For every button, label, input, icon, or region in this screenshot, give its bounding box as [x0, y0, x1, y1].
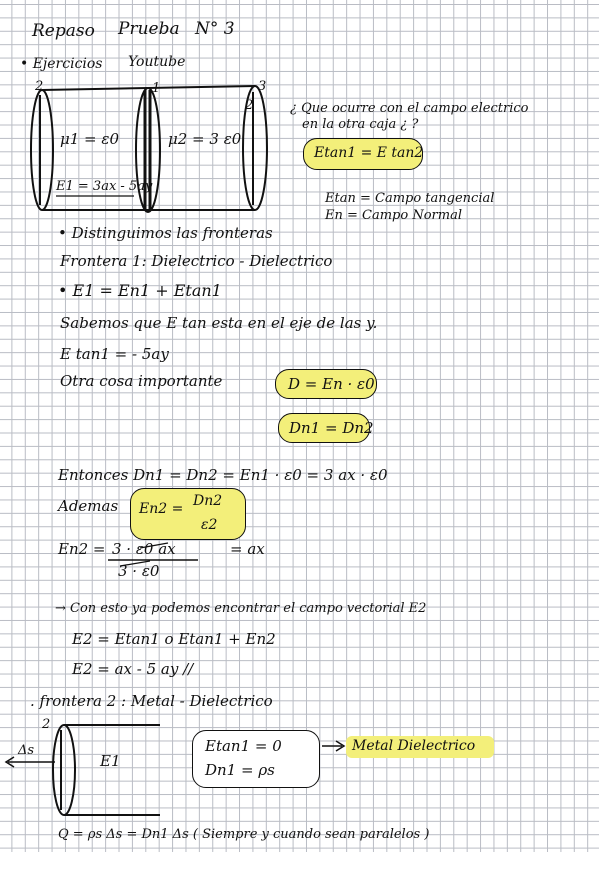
- diagram1-eps2: 𝜇2 = 3 ε0: [168, 130, 242, 148]
- line-frontera1: Frontera 1: Dielectrico - Dielectrico: [60, 252, 333, 270]
- box-en2-num: Dn2: [193, 493, 223, 509]
- defs-line2: En = Campo Normal: [325, 208, 462, 223]
- diagram1-label-mid: 1: [152, 81, 161, 96]
- diagram1-label-right-top: 3: [258, 79, 267, 94]
- line-ademas: Ademas: [58, 497, 119, 515]
- diagram1-label-left: 2: [35, 79, 44, 94]
- diagram2-label-delta: Δs: [18, 743, 35, 758]
- box-d-equation: [275, 369, 377, 399]
- line-e2-1: E2 = Etan1 o Etan1 + En2: [72, 630, 276, 648]
- line-distinguimos: • Distinguimos las fronteras: [58, 224, 273, 242]
- box-en2-equation: [130, 488, 246, 540]
- diagram2-cylinder: [53, 725, 160, 815]
- line-e2-2: E2 = ax - 5 ay //: [72, 660, 194, 678]
- final-line: Q = ρs Δs = Dn1 Δs ( Siempre y cuando sean paralelos ): [58, 827, 430, 842]
- box-metal-conditions: [192, 730, 320, 788]
- box-etan-equal: [303, 138, 423, 170]
- diagram1-eps1: 𝜇1 = ε0: [60, 130, 119, 148]
- box-dn-equation: [278, 413, 374, 443]
- box-metal-2: Dn1 = ρs: [205, 761, 275, 779]
- box-dn-text: Dn1 = Dn2: [289, 419, 374, 437]
- en2-num: 3 · ε0 ax: [112, 540, 176, 558]
- line-entonces: Entonces Dn1 = Dn2 = En1 · ε0 = 3 ax · ε0: [58, 466, 388, 484]
- page-bottom-margin: [0, 852, 599, 876]
- defs-line1: Etan = Campo tangencial: [325, 191, 495, 206]
- line-frontera2: . frontera 2 : Metal - Dielectrico: [30, 692, 273, 710]
- line-con-esto: → Con esto ya podemos encontrar el campo vectorial E2: [55, 601, 427, 616]
- subtitle-youtube: Youtube: [128, 54, 186, 70]
- title-prueba: Prueba: [118, 19, 180, 39]
- box-en2-left: En2 =: [139, 501, 184, 517]
- metal-dielectric-label: Metal Dielectrico: [352, 738, 476, 754]
- line-sabemos: Sabemos que E tan esta en el eje de las y.: [60, 314, 378, 332]
- metal-dielectric-highlight: [346, 736, 494, 758]
- box-metal-1: Etan1 = 0: [205, 737, 282, 755]
- question-line1: ¿ Que ocurre con el campo electrico: [290, 101, 529, 116]
- question-line2: en la otra caja ¿ ?: [302, 117, 419, 132]
- line-etan1: E tan1 = - 5ay: [60, 345, 169, 363]
- line-e1: • E1 = En1 + Etan1: [58, 281, 222, 300]
- box-etan-text: Etan1 = E tan2: [314, 145, 424, 161]
- en2-den: 3 · ε0: [118, 562, 160, 580]
- en2-right: = ax: [230, 540, 265, 558]
- diagram1-field: E1 = 3ax - 5ay: [56, 179, 153, 194]
- box-en2-den: ε2: [201, 517, 218, 533]
- subtitle-ejercicios: • Ejercicios: [20, 56, 103, 72]
- diagram1-label-right-inner: 2: [245, 98, 254, 113]
- title-repaso: Repaso: [32, 21, 95, 41]
- diagram2-label-top: 2: [42, 717, 51, 732]
- line-otra: Otra cosa importante: [60, 372, 223, 390]
- title-number: N° 3: [195, 19, 235, 39]
- en2-left: En2 =: [58, 540, 106, 558]
- diagram2-label-field: E1: [100, 752, 121, 770]
- box-d-text: D = En · ε0: [288, 375, 375, 393]
